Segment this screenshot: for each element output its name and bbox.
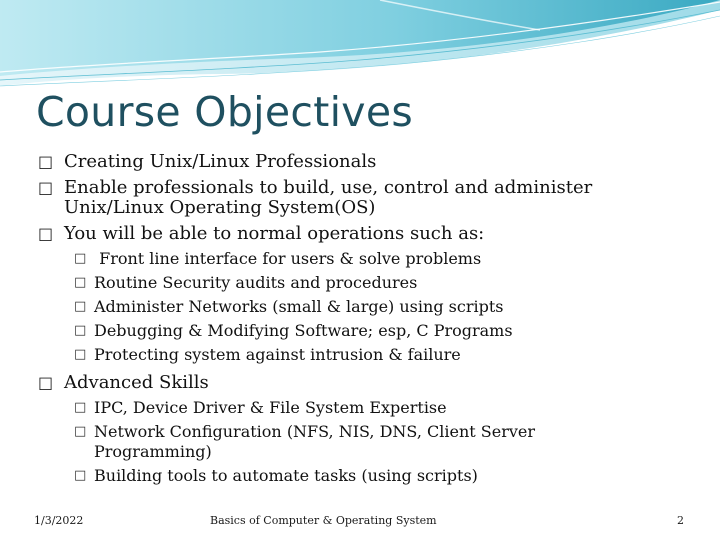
sub-list-item [38, 297, 688, 317]
list-item-text: Enable professionals to build, use, control and administer Unix/Linux Operating System(OS) [64, 177, 593, 218]
sub-list-item [38, 466, 688, 486]
sub-list-item [38, 321, 688, 341]
sub-list-item [38, 422, 614, 462]
sub-list-item-text: IPC, Device Driver & File System Expertise [94, 398, 447, 417]
footer-date: 1/3/2022 [34, 514, 84, 527]
bullet-icon: □ [74, 468, 87, 483]
bullet-icon: □ [38, 178, 54, 197]
list-item-text: Advanced Skills [64, 372, 209, 393]
sub-list-item [38, 398, 688, 418]
bullet-icon: □ [74, 424, 87, 439]
sub-list-item-text: Front line interface for users & solve problems [94, 249, 482, 268]
bullet-icon: □ [74, 347, 87, 362]
page-number: 2 [677, 514, 684, 527]
list-item-text: Creating Unix/Linux Professionals [64, 151, 377, 172]
list-item [38, 152, 688, 172]
list-item-text: You will be able to normal operations such as: [64, 223, 485, 244]
sub-list-item [38, 273, 688, 293]
bullet-icon: □ [74, 323, 87, 338]
sub-list-item-text: Network Configuration (NFS, NIS, DNS, Client Server Programming) [94, 422, 535, 461]
bullet-icon: □ [74, 299, 87, 314]
sub-list-item-text: Protecting system against intrusion & failure [94, 345, 461, 364]
sub-list-item [38, 249, 688, 269]
sub-list-item-text: Routine Security audits and procedures [94, 273, 418, 292]
sub-list-item [38, 345, 688, 365]
bullet-icon: □ [74, 251, 87, 266]
list-item [38, 224, 688, 244]
bullet-icon: □ [38, 373, 54, 392]
list-item [38, 178, 688, 218]
bullet-icon: □ [74, 275, 87, 290]
bullet-icon: □ [38, 224, 54, 243]
sub-list-item-text: Administer Networks (small & large) using scripts [94, 297, 504, 316]
slide-title: Course Objectives [36, 88, 414, 136]
header-wave-decoration [0, 0, 720, 90]
footer-title: Basics of Computer & Operating System [210, 514, 437, 527]
sub-list-item-text: Debugging & Modifying Software; esp, C Programs [94, 321, 513, 340]
bullet-icon: □ [74, 400, 87, 415]
sub-list-item-text: Building tools to automate tasks (using scripts) [94, 466, 478, 485]
list-item [38, 373, 688, 393]
bullet-icon: □ [38, 152, 54, 171]
bullet-list [38, 152, 688, 490]
